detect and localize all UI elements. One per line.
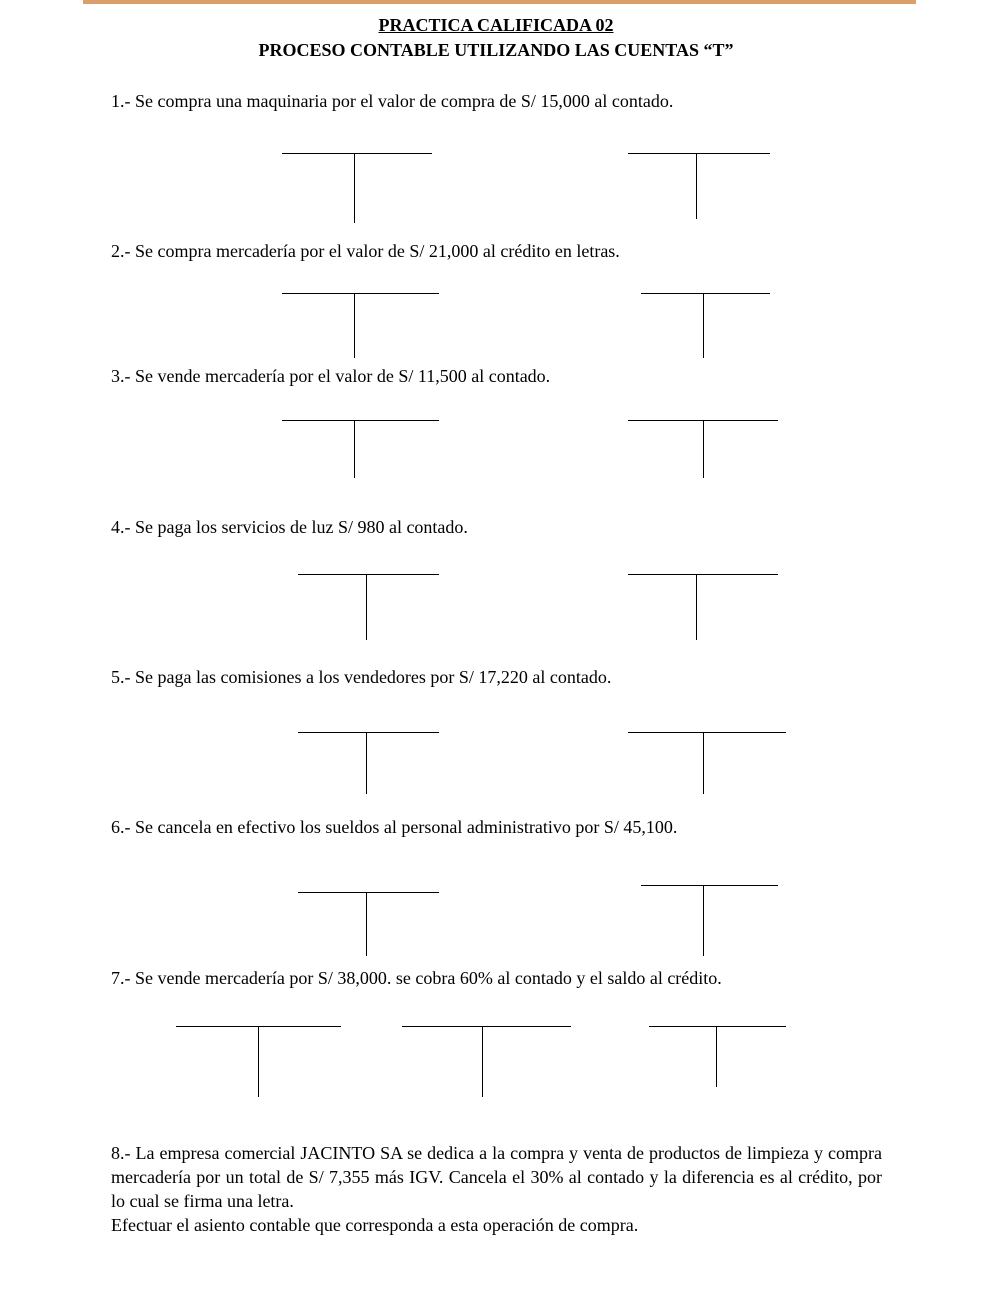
question-5: 5.- Se paga las comisiones a los vendedores por S/ 17,220 al contado. (111, 667, 612, 687)
t-account[interactable] (402, 1026, 571, 1097)
top-rule (83, 0, 916, 4)
question-8 (111, 1141, 882, 1237)
question-7: 7.- Se vende mercadería por S/ 38,000. se cobra 60% al contado y el saldo al crédito. (111, 968, 722, 988)
t-account[interactable] (628, 420, 778, 478)
t-account[interactable] (282, 293, 439, 358)
t-account[interactable] (282, 153, 432, 223)
question-3: 3.- Se vende mercadería por el valor de S/ 11,500 al contado. (111, 366, 551, 386)
t-account[interactable] (298, 574, 439, 640)
t-account[interactable] (628, 574, 778, 640)
question-2: 2.- Se compra mercadería por el valor de S/ 21,000 al crédito en letras. (111, 241, 620, 261)
t-account[interactable] (282, 420, 439, 478)
question-8-instruction: Efectuar el asiento contable que corresponda a esta operación de compra. (111, 1215, 639, 1235)
page-subtitle: PROCESO CONTABLE UTILIZANDO LAS CUENTAS “T” (258, 40, 734, 60)
t-account[interactable] (298, 732, 439, 794)
question-1: 1.- Se compra una maquinaria por el valor de compra de S/ 15,000 al contado. (111, 91, 674, 111)
question-6: 6.- Se cancela en efectivo los sueldos al personal administrativo por S/ 45,100. (111, 817, 678, 837)
t-account[interactable] (628, 153, 770, 219)
t-account[interactable] (176, 1026, 341, 1097)
question-4: 4.- Se paga los servicios de luz S/ 980 al contado. (111, 517, 468, 537)
t-account[interactable] (628, 732, 786, 794)
t-account[interactable] (641, 885, 778, 956)
t-account[interactable] (649, 1026, 786, 1087)
question-8-text: 8.- La empresa comercial JACINTO SA se dedica a la compra y venta de productos de limpieza y compra mercadería por un total de S/ 7,355 más IGV. Cancela el 30% al contado y la diferencia es al crédito, por lo cual se firma una letra. (111, 1143, 882, 1211)
page-title: PRACTICA CALIFICADA 02 (378, 15, 614, 35)
t-account[interactable] (298, 892, 439, 956)
t-account[interactable] (641, 293, 770, 358)
